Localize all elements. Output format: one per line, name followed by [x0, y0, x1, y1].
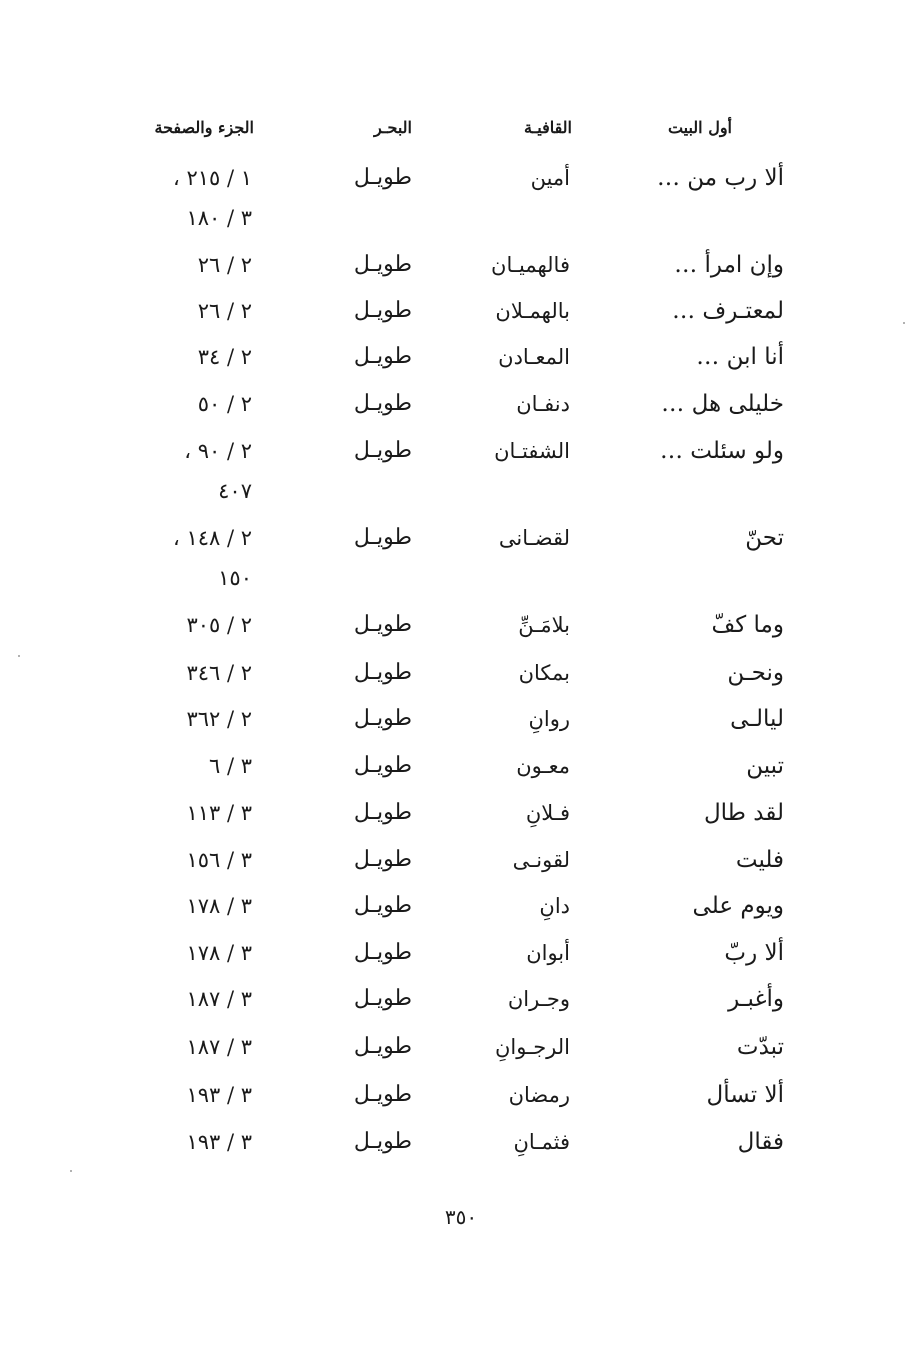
verse-start-cell: لقد طال	[703, 800, 784, 826]
rhyme-cell: فـلانِ	[525, 801, 570, 825]
meter-cell: طويـل	[353, 1034, 412, 1059]
verse-start-cell: أنا ابن …	[696, 344, 784, 370]
volume-page-cell: ٢ / ٣٦٢	[186, 707, 252, 731]
volume-page-cell: ٣ / ١٩٣	[186, 1130, 252, 1154]
rhyme-cell: لقضـانى	[498, 526, 570, 550]
header-rhyme: القافيـة	[523, 118, 572, 137]
meter-cell: طويـل	[353, 391, 412, 416]
verse-start-cell: ونحـن	[727, 660, 784, 686]
rhyme-cell: دنفـان	[516, 392, 570, 416]
volume-page-cell: ٢ / ٣٠٥	[186, 613, 252, 637]
verse-start-cell: خليلى هل …	[661, 391, 784, 417]
table-row	[0, 518, 922, 590]
table-row	[0, 979, 922, 1019]
rhyme-cell: روانِ	[528, 707, 570, 731]
page-number: ٣٥٠	[444, 1205, 478, 1229]
meter-cell: طويـل	[353, 847, 412, 872]
volume-page-cell: ٣ / ١٧٨	[186, 894, 252, 918]
verse-start-cell: ألا تسأل	[706, 1082, 784, 1108]
meter-cell: طويـل	[353, 438, 412, 463]
meter-cell: طويـل	[353, 165, 412, 190]
meter-cell: طويـل	[353, 986, 412, 1011]
volume-page-cell: ٣ / ١١٣	[186, 801, 252, 825]
rhyme-cell: دانِ	[539, 894, 570, 918]
scan-speck	[70, 1170, 72, 1172]
table-row	[0, 653, 922, 693]
meter-cell: طويـل	[353, 252, 412, 277]
verse-start-cell: ولو سئلت …	[659, 438, 784, 464]
verse-start-cell: وما كفّ	[711, 612, 784, 638]
meter-cell: طويـل	[353, 753, 412, 778]
volume-page-cell: ٣ / ٦	[209, 754, 252, 778]
rhyme-cell: لقونـى	[512, 848, 570, 872]
volume-page-continuation: ٤٠٧	[218, 479, 252, 503]
volume-page-cell: ٢ / ٣٤٦	[186, 661, 252, 685]
rhyme-cell: أبوان	[526, 941, 570, 965]
volume-page-cell: ٢ / ٣٤	[197, 345, 252, 369]
header-meter: البحـر	[374, 118, 412, 137]
verse-start-cell: تبين	[746, 753, 784, 779]
scan-speck	[18, 655, 20, 657]
meter-cell: طويـل	[353, 893, 412, 918]
table-row	[0, 384, 922, 424]
table-row	[0, 793, 922, 833]
scan-speck	[903, 322, 905, 324]
verse-start-cell: ألا رب من …	[656, 165, 784, 191]
verse-start-cell: وإن امرأ …	[674, 252, 784, 278]
table-row	[0, 605, 922, 645]
volume-page-cell: ١ / ٢١٥ ،	[172, 166, 252, 190]
volume-page-cell: ٢ / ٩٠ ،	[184, 439, 252, 463]
table-row	[0, 1075, 922, 1115]
rhyme-cell: معـون	[516, 754, 570, 778]
volume-page-cell: ٣ / ١٩٣	[186, 1083, 252, 1107]
volume-page-cell: ٢ / ٢٦	[197, 253, 252, 277]
rhyme-cell: وجـران	[507, 987, 570, 1011]
meter-cell: طويـل	[353, 706, 412, 731]
rhyme-cell: الرجـوانِ	[494, 1035, 570, 1059]
rhyme-cell: رمضان	[508, 1083, 570, 1107]
rhyme-cell: فالهميـان	[491, 253, 570, 277]
meter-cell: طويـل	[353, 298, 412, 323]
meter-cell: طويـل	[353, 612, 412, 637]
meter-cell: طويـل	[353, 660, 412, 685]
rhyme-cell: الشفتـان	[494, 439, 570, 463]
verse-start-cell: تبدّت	[736, 1034, 784, 1060]
volume-page-continuation: ٣ / ١٨٠	[186, 206, 252, 230]
volume-page-cell: ٣ / ١٨٧	[186, 1035, 252, 1059]
verse-start-cell: ليالـى	[730, 706, 784, 732]
meter-cell: طويـل	[353, 800, 412, 825]
meter-cell: طويـل	[353, 940, 412, 965]
volume-page-cell: ٣ / ١٥٦	[186, 848, 252, 872]
verse-start-cell: ألا ربّ	[724, 940, 784, 966]
volume-page-cell: ٢ / ١٤٨ ،	[172, 526, 252, 550]
table-row	[0, 699, 922, 739]
rhyme-cell: فثمـانِ	[513, 1130, 570, 1154]
table-row	[0, 245, 922, 285]
verse-start-cell: تحنّ	[745, 525, 784, 551]
table-row	[0, 337, 922, 377]
volume-page-cell: ٣ / ١٨٧	[186, 987, 252, 1011]
volume-page-cell: ٢ / ٥٠	[197, 392, 252, 416]
meter-cell: طويـل	[353, 1082, 412, 1107]
rhyme-cell: المعـادن	[498, 345, 570, 369]
table-row	[0, 158, 922, 230]
table-row	[0, 933, 922, 973]
table-row	[0, 1122, 922, 1162]
verse-start-cell: فقال	[737, 1129, 784, 1155]
table-header-row	[0, 108, 922, 148]
header-verse-start: أول البيت	[667, 118, 732, 137]
rhyme-cell: بالهمـلان	[495, 299, 570, 323]
verse-start-cell: وأغبـر	[728, 986, 784, 1012]
meter-cell: طويـل	[353, 525, 412, 550]
table-row	[0, 840, 922, 880]
verse-start-cell: ويوم على	[692, 893, 784, 919]
table-row	[0, 1027, 922, 1067]
verse-start-cell: فليت	[735, 847, 784, 873]
verse-start-cell: لمعتـرف …	[672, 298, 784, 324]
rhyme-cell: بلامَـنِّ	[518, 613, 570, 637]
meter-cell: طويـل	[353, 344, 412, 369]
table-row	[0, 886, 922, 926]
volume-page-cell: ٢ / ٢٦	[197, 299, 252, 323]
volume-page-cell: ٣ / ١٧٨	[186, 941, 252, 965]
table-row	[0, 291, 922, 331]
table-row	[0, 431, 922, 503]
table-row	[0, 746, 922, 786]
volume-page-continuation: ١٥٠	[218, 566, 252, 590]
rhyme-cell: أمين	[530, 166, 570, 190]
header-volume-page: الجزء والصفحة	[154, 118, 254, 137]
rhyme-cell: بمكان	[518, 661, 570, 685]
meter-cell: طويـل	[353, 1129, 412, 1154]
